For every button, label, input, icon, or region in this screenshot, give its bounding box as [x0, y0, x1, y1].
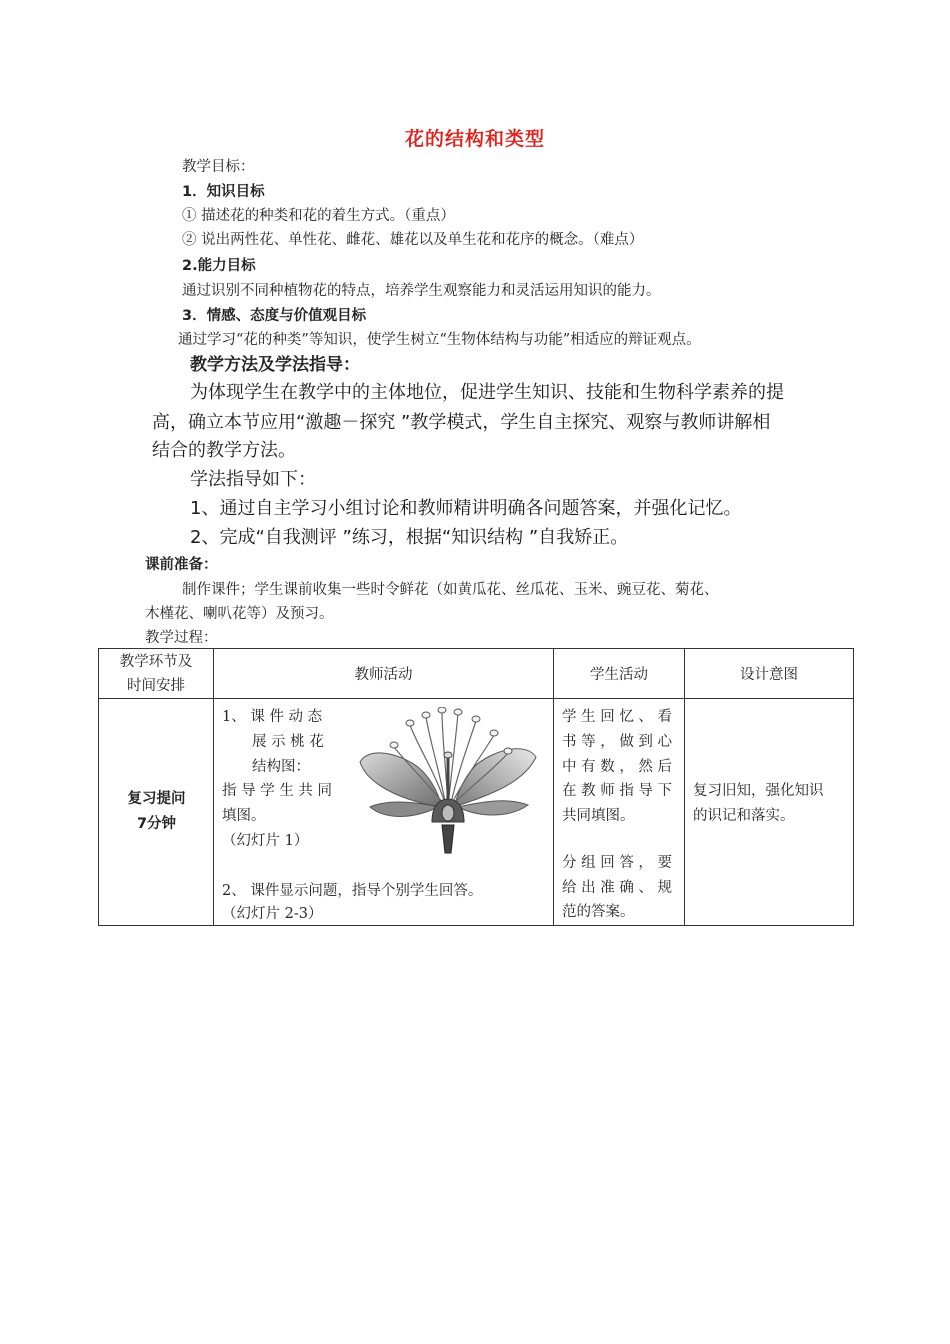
prep-heading: 课前准备： [145, 557, 218, 573]
objectives-heading: 教学目标： [182, 159, 255, 175]
emotion-heading: 3．情感、态度与价值观目标 [182, 308, 367, 324]
header-student: 学生活动 [554, 649, 685, 699]
method-line-2: 高，确立本节应用“激趣－探究 ”教学模式，学生自主探究、观察与教师讲解相 [152, 412, 771, 433]
intent-cell [685, 699, 854, 926]
header-stage [99, 649, 214, 699]
student-line-6: 分 组 回 答 ， 要 [562, 855, 673, 871]
table-row [99, 699, 854, 926]
teacher-line-5: 填图。 [222, 808, 266, 824]
header-stage-line-2: 时间安排 [127, 677, 185, 694]
intent-line-1: 复习旧知，强化知识 [693, 783, 824, 799]
student-cell [554, 699, 685, 926]
student-line-4: 在 教 师 指 导 下 [562, 783, 673, 799]
stage-line-2: 7分钟 [136, 816, 177, 832]
method-heading: 教学方法及学法指导： [190, 355, 360, 375]
peach-flower-structure-image [358, 707, 538, 857]
knowledge-heading: 1．知识目标 [182, 184, 265, 200]
teacher-line-4: 指 导 学 生 共 同 [222, 783, 333, 799]
knowledge-item-2: ② 说出两性花、单性花、雌花、雄花以及单生花和花序的概念。（难点） [182, 232, 644, 248]
student-line-5: 共同填图。 [562, 808, 635, 824]
guide-item-2: 2、完成“自我测评 ”练习，根据“知识结构 ”自我矫正。 [190, 527, 629, 548]
emotion-text: 通过学习“花的种类”等知识，使学生树立“生物体结构与功能”相适应的辩证观点。 [178, 332, 701, 348]
teacher-line-3: 结构图： [252, 759, 310, 775]
student-line-8: 范的答案。 [562, 904, 635, 920]
stage-cell [99, 699, 214, 926]
method-line-3: 结合的教学方法。 [152, 440, 296, 461]
header-stage-line-1: 教学环节及 [119, 653, 193, 670]
teacher-line-7: 2、 课件显示问题，指导个别学生回答。 [222, 883, 483, 899]
student-line-1: 学 生 回 忆 、 看 [562, 709, 673, 725]
ability-heading: 2.能力目标 [182, 258, 256, 274]
student-line-2: 书 等 ， 做 到 心 [562, 734, 673, 750]
header-intent: 设计意图 [685, 649, 854, 699]
teacher-line-1: 1、 课 件 动 态 [222, 709, 323, 725]
teacher-line-2: 展 示 桃 花 [252, 734, 324, 750]
teacher-line-6: （幻灯片 1） [222, 833, 309, 849]
guide-item-1: 1、通过自主学习小组讨论和教师精讲明确各问题答案，并强化记忆。 [190, 498, 742, 519]
ability-text: 通过识别不同种植物花的特点，培养学生观察能力和灵活运用知识的能力。 [182, 283, 661, 299]
intent-line-2: 的识记和落实。 [693, 808, 795, 824]
header-teacher: 教师活动 [214, 649, 554, 699]
process-heading: 教学过程： [145, 630, 218, 646]
teacher-cell [214, 699, 554, 926]
prep-line-2: 木槿花、喇叭花等）及预习。 [145, 606, 334, 622]
student-line-7: 给 出 准 确 、 规 [562, 880, 673, 896]
guide-heading: 学法指导如下： [190, 469, 316, 490]
knowledge-item-1: ① 描述花的种类和花的着生方式。（重点） [182, 208, 455, 224]
lesson-table [98, 648, 854, 926]
stage-line-1: 复习提问 [127, 791, 186, 807]
table-header-row [99, 649, 854, 699]
prep-line-1: 制作课件；学生课前收集一些时令鲜花（如黄瓜花、丝瓜花、玉米、豌豆花、菊花、 [182, 582, 719, 598]
teacher-line-8: （幻灯片 2-3） [222, 906, 323, 922]
student-line-3: 中 有 数 ， 然 后 [562, 759, 673, 775]
page-title: 花的结构和类型 [404, 128, 545, 150]
method-line-1: 为体现学生在教学中的主体地位，促进学生知识、技能和生物科学素养的提 [190, 382, 784, 403]
